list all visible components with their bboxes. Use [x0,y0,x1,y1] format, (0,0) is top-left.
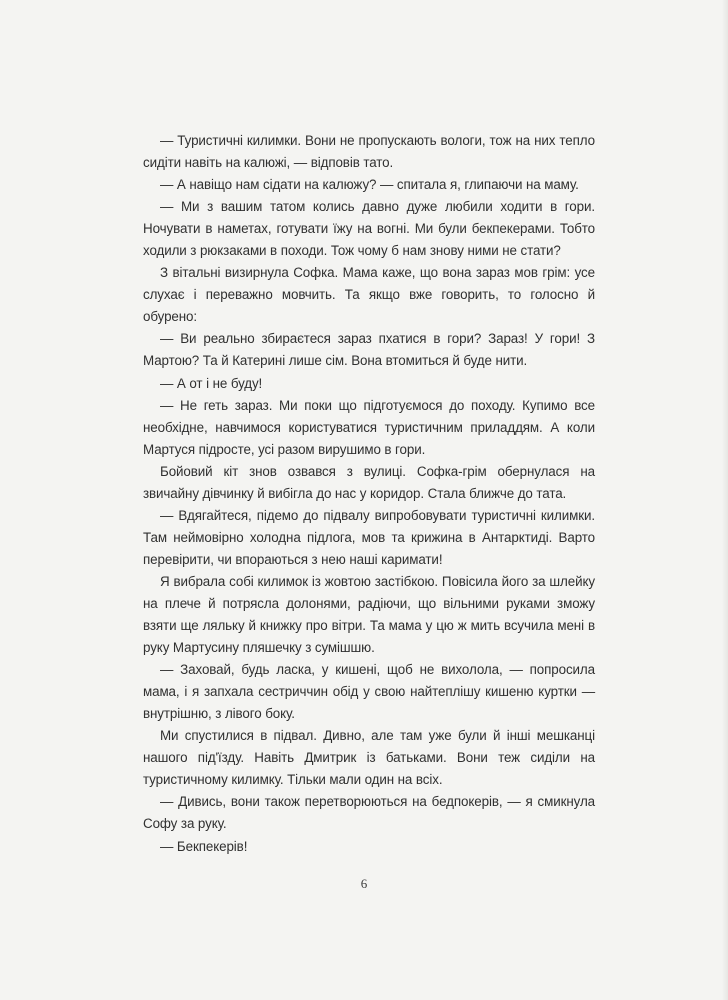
paragraph: — Ви реально збираєтеся зараз пхатися в гори? Зараз! У гори! З Мартою? Та й Катерині лише сім. Вона втомиться й буде нити. [143,331,595,369]
page-number: 6 [360,876,368,891]
paragraph: — Бекпекерів! [160,838,248,854]
body-text [143,130,595,858]
paragraph: Ми спустилися в підвал. Дивно, але там уже були й інші мешканці нашого під'їзду. Навіть Дмитрик із батьками. Вони теж сиділи на туристичному килимку. Тільки мали один на всіх. [143,728,595,788]
paragraph: — А навіщо нам сідати на калюжу? — спитала я, глипаючи на маму. [160,177,579,193]
paragraph: — Дивись, вони також перетворюються на бедпокерів, — я смикнула Софу за руку. [143,794,595,832]
paragraph: З вітальні визирнула Софка. Мама каже, що вона зараз мов грім: усе слухає і переважно мовчить. Та якщо вже говорить, то голосно й обурено: [143,265,595,325]
paragraph: — Туристичні килимки. Вони не пропускають вологи, тож на них тепло сидіти навіть на калюжі, — відповів тато. [143,133,595,171]
paragraph: — Вдягайтеся, підемо до підвалу випробовувати туристичні килимки. Там неймовірно холодна підлога, мов та крижина в Антарктиді. Варто перевірити, чи впораються з нею наші каримати! [143,507,595,567]
page-edge-shadow [722,0,728,1000]
paragraph: — Не геть зараз. Ми поки що підготуємося до походу. Купимо все необхідне, навчимося користуватися туристичним приладдям. А коли Мартуся підросте, усі разом вирушимо в гори. [143,397,595,457]
paragraph: Бойовий кіт знов озвався з вулиці. Софка-грім обернулася на звичайну дівчинку й вибігла до нас у коридор. Стала ближче до тата. [143,463,595,501]
paragraph: — Заховай, будь ласка, у кишені, щоб не вихолола, — попросила мама, і я запхала сестриччин обід у свою найтеплішу кишеню куртки — внутрішню, з лівого боку. [143,662,595,722]
paragraph: — Ми з вашим татом колись давно дуже любили ходити в гори. Ночувати в наметах, готувати їжу на вогні. Ми були бекпекерами. Тобто ходили з рюкзаками в походи. Тож чому б нам знову ними не стати? [143,199,595,259]
paragraph: — А от і не буду! [160,375,263,391]
paragraph: Я вибрала собі килимок із жовтою застібкою. Повісила його за шлейку на плече й потрясла долонями, радіючи, що вільними руками зможу взяти ще ляльку й книжку про вітри. Та мама у цю ж мить всучила мені в руку Мартусину пляшечку з сумішшю. [143,573,595,656]
